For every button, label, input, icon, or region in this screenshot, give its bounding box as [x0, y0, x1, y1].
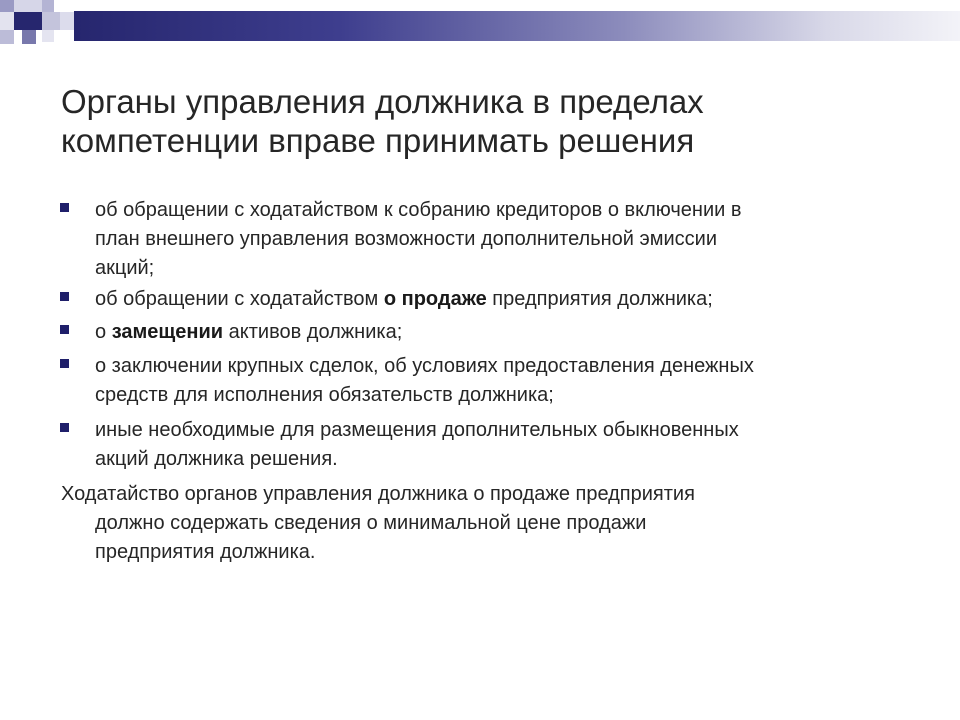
bullet-1-line-2: план внешнего управления возможности дополнительной эмиссии [95, 228, 718, 250]
square-bullet-icon [60, 292, 69, 301]
bullet-item-5 [95, 416, 915, 474]
bullet-3-text-after: активов должника; [223, 321, 403, 343]
bullet-3-bold-term: замещении [111, 321, 224, 343]
slide-title-line-1: Органы управления должника в пределах [61, 83, 704, 120]
bullet-4-line-2: средств для исполнения обязательств должника; [95, 384, 554, 406]
slide-title-line-2: компетенции вправе принимать решения [61, 122, 695, 159]
conclusion-line-3: предприятия должника. [95, 541, 316, 563]
conclusion-paragraph [61, 480, 921, 567]
bullet-2-text-before: об обращении с ходатайством [95, 288, 384, 310]
bullet-3-text [95, 318, 915, 347]
conclusion-line-2: должно содержать сведения о минимальной цене продажи [95, 512, 647, 534]
bullet-3-text-before: о [95, 321, 112, 343]
bullet-item-3 [95, 318, 915, 347]
bullet-item-1 [95, 196, 915, 283]
square-bullet-icon [60, 359, 69, 368]
bullet-5-line-2: акций должника решения. [95, 448, 338, 470]
bullet-item-4 [95, 352, 915, 410]
bullet-1-line-3: акций; [95, 257, 155, 279]
bullet-2-text-after: предприятия должника; [486, 288, 713, 310]
bullet-2-bold-term: о продаже [383, 288, 487, 310]
square-bullet-icon [60, 203, 69, 212]
bullet-5-line-1: иные необходимые для размещения дополнительных обыкновенных [95, 419, 739, 441]
bullet-2-text [95, 285, 915, 314]
square-bullet-icon [60, 423, 69, 432]
bullet-item-2 [95, 285, 915, 314]
bullet-4-line-1: о заключении крупных сделок, об условиях предоставления денежных [95, 355, 754, 377]
square-bullet-icon [60, 325, 69, 334]
bullet-1-line-1: об обращении с ходатайством к собранию кредиторов о включении в [95, 199, 742, 221]
conclusion-line-1: Ходатайство органов управления должника о продаже предприятия [61, 483, 695, 505]
